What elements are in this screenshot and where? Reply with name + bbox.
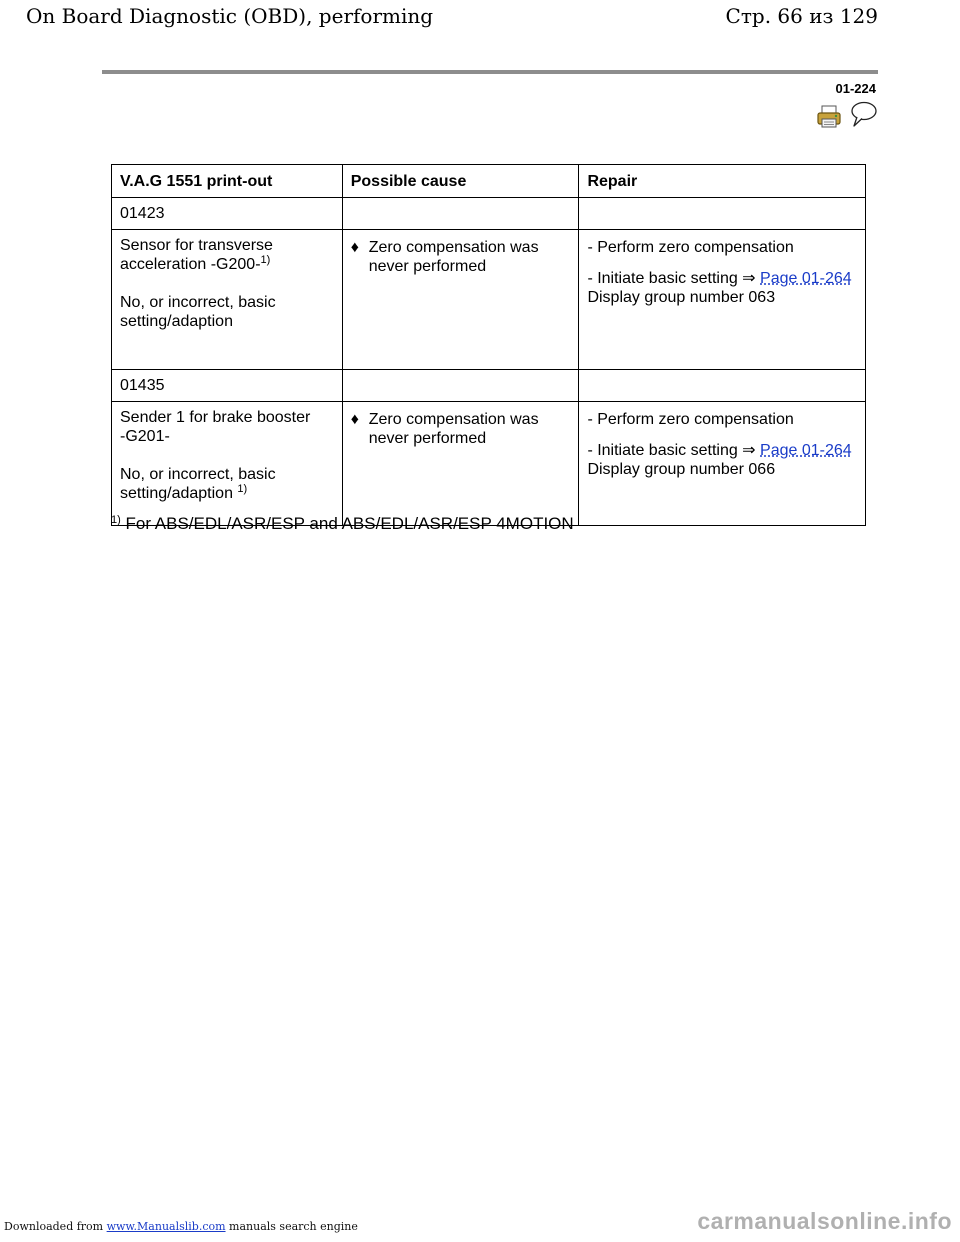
printer-icon[interactable] <box>816 105 842 129</box>
component-line: Sender 1 for brake booster <box>120 409 311 426</box>
cause-item <box>351 408 571 448</box>
repair-text: - Initiate basic setting ⇒ <box>587 270 761 287</box>
download-credit <box>4 1220 358 1233</box>
repair-text: Display group number 063 <box>587 289 776 306</box>
manualslib-link[interactable]: www.Manualslib.com <box>106 1220 226 1233</box>
header-repair: Repair <box>579 165 866 198</box>
fault-line: setting/adaption <box>120 485 238 502</box>
page-counter: Стр. 66 из 129 <box>725 4 878 28</box>
fault-line: No, or incorrect, basic <box>120 466 276 483</box>
repair-step: - Perform zero compensation <box>587 411 794 428</box>
footnote-marker: 1) <box>111 514 121 526</box>
repair-text: Display group number 066 <box>587 461 776 478</box>
empty-cell <box>342 370 579 402</box>
component-line: -G201- <box>120 428 170 445</box>
component-cell <box>112 402 343 526</box>
cause-text: Zero compensation was never performed <box>368 411 539 447</box>
table-row <box>112 230 866 370</box>
fault-code: 01435 <box>112 370 343 402</box>
header-printout: V.A.G 1551 print-out <box>112 165 343 198</box>
table-row <box>112 198 866 230</box>
fault-line: No, or incorrect, basic <box>120 294 276 311</box>
page-link[interactable]: Page 01-264 <box>760 442 852 459</box>
repair-text: - Initiate basic setting ⇒ <box>587 442 761 459</box>
page-link[interactable]: Page 01-264 <box>760 270 852 287</box>
page-number: 01-224 <box>835 81 876 96</box>
repair-step: - Perform zero compensation <box>587 239 794 256</box>
footnote <box>111 514 574 534</box>
table-row <box>112 370 866 402</box>
footnote-text: For ABS/EDL/ASR/ESP and ABS/EDL/ASR/ESP 4MOTION <box>120 514 574 533</box>
document-title: On Board Diagnostic (OBD), performing <box>26 4 434 28</box>
empty-cell <box>579 198 866 230</box>
table-header-row <box>112 165 866 198</box>
footnote-ref: 1) <box>237 483 248 495</box>
empty-cell <box>342 198 579 230</box>
credit-suffix: manuals search engine <box>225 1220 358 1233</box>
component-line: Sensor for transverse <box>120 237 273 254</box>
footnote-ref: 1) <box>260 254 271 266</box>
repair-cell <box>579 230 866 370</box>
header-cause: Possible cause <box>342 165 579 198</box>
fault-description <box>120 293 334 331</box>
diamond-bullet-icon: ♦ <box>350 239 359 256</box>
component-name <box>120 408 334 446</box>
watermark: carmanualsonline.info <box>697 1208 952 1234</box>
table-row <box>112 402 866 526</box>
header-rule <box>102 70 878 74</box>
empty-cell <box>579 370 866 402</box>
fault-line: setting/adaption <box>120 313 233 330</box>
component-name <box>120 236 334 274</box>
cause-item <box>351 236 571 276</box>
fault-code: 01423 <box>112 198 343 230</box>
repair-step <box>587 441 857 479</box>
speech-bubble-icon[interactable] <box>848 100 878 130</box>
diamond-bullet-icon: ♦ <box>350 411 359 428</box>
component-line: acceleration -G200- <box>120 256 261 273</box>
repair-cell <box>579 402 866 526</box>
component-cell <box>112 230 343 370</box>
cause-cell <box>342 230 579 370</box>
credit-prefix: Downloaded from <box>4 1220 107 1233</box>
repair-step <box>587 269 857 307</box>
cause-text: Zero compensation was never performed <box>368 239 539 275</box>
fault-description <box>120 465 334 503</box>
diagnostic-table <box>111 164 866 526</box>
cause-cell <box>342 402 579 526</box>
